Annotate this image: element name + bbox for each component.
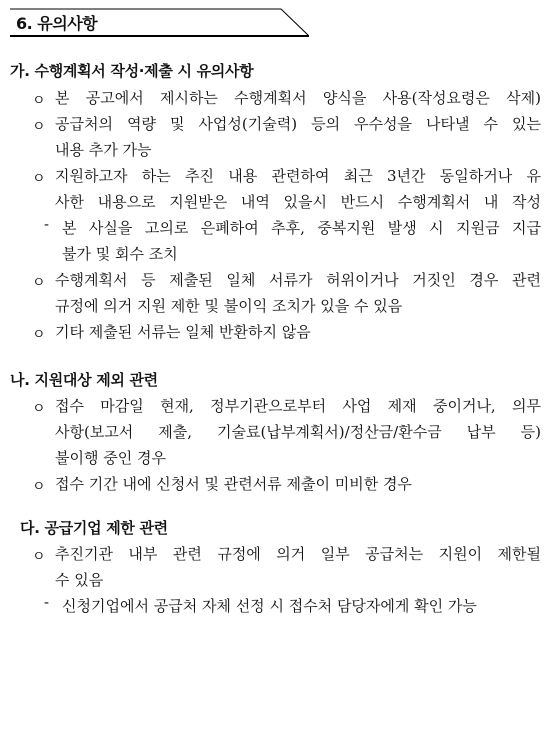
bullet-marker: ㅇ <box>32 93 46 109</box>
bullet-marker: ㅇ <box>32 401 46 417</box>
dash-marker: - <box>44 595 50 611</box>
list-item-continued: 수 있음 <box>55 571 104 589</box>
bullet-marker: ㅇ <box>32 119 46 135</box>
list-item: 수행계획서 등 제출된 일체 서류가 허위이거나 거짓인 경우 관련 <box>55 271 541 289</box>
list-item: 본 공고에서 제시하는 수행계획서 양식을 사용(작성요령은 삭제) <box>55 89 541 107</box>
bullet-marker: ㅇ <box>32 549 46 565</box>
list-item-continued: 사항(보고서 제출, 기술료(납부계획서)/정산금/환수금 납부 등) <box>55 423 541 441</box>
section-heading-na: 나. 지원대상 제외 관련 <box>10 371 158 389</box>
list-item: 추진기관 내부 관련 규정에 의거 일부 공급처는 지원이 제한될 <box>55 545 541 563</box>
list-subitem: 본 사실을 고의로 은폐하여 추후, 중복지원 발생 시 지원금 지급 <box>62 219 541 237</box>
bullet-marker: ㅇ <box>32 479 46 495</box>
list-subitem: 신청기업에서 공급처 자체 선정 시 접수처 담당자에게 확인 가능 <box>62 597 477 615</box>
dash-marker: - <box>44 217 50 233</box>
list-item: 공급처의 역량 및 사업성(기술력) 등의 우수성을 나타낼 수 있는 <box>55 115 541 133</box>
bullet-marker: ㅇ <box>32 171 46 187</box>
bullet-marker: ㅇ <box>32 327 46 343</box>
list-item: 접수 기간 내에 신청서 및 관련서류 제출이 미비한 경우 <box>55 475 412 493</box>
list-subitem-continued: 불가 및 회수 조치 <box>62 245 178 263</box>
page-title: 6. 유의사항 <box>16 14 98 33</box>
list-item: 지원하고자 하는 추진 내용 관련하여 최근 3년간 동일하거나 유 <box>55 167 541 185</box>
section-heading-ga: 가. 수행계획서 작성·제출 시 유의사항 <box>10 62 254 80</box>
list-item-continued: 사한 내용으로 지원받은 내역 있을시 반드시 수행계획서 내 작성 <box>55 193 541 211</box>
list-item: 기타 제출된 서류는 일체 반환하지 않음 <box>55 323 311 341</box>
section-heading-da: 다. 공급기업 제한 관련 <box>20 519 168 537</box>
bullet-marker: ㅇ <box>32 275 46 291</box>
list-item-continued: 내용 추가 가능 <box>55 141 152 159</box>
list-item-continued: 규정에 의거 지원 제한 및 불이익 조치가 있을 수 있음 <box>55 297 403 315</box>
list-item-continued: 불이행 중인 경우 <box>55 449 166 467</box>
list-item: 접수 마감일 현재, 정부기관으로부터 사업 제재 중이거나, 의무 <box>55 397 541 415</box>
